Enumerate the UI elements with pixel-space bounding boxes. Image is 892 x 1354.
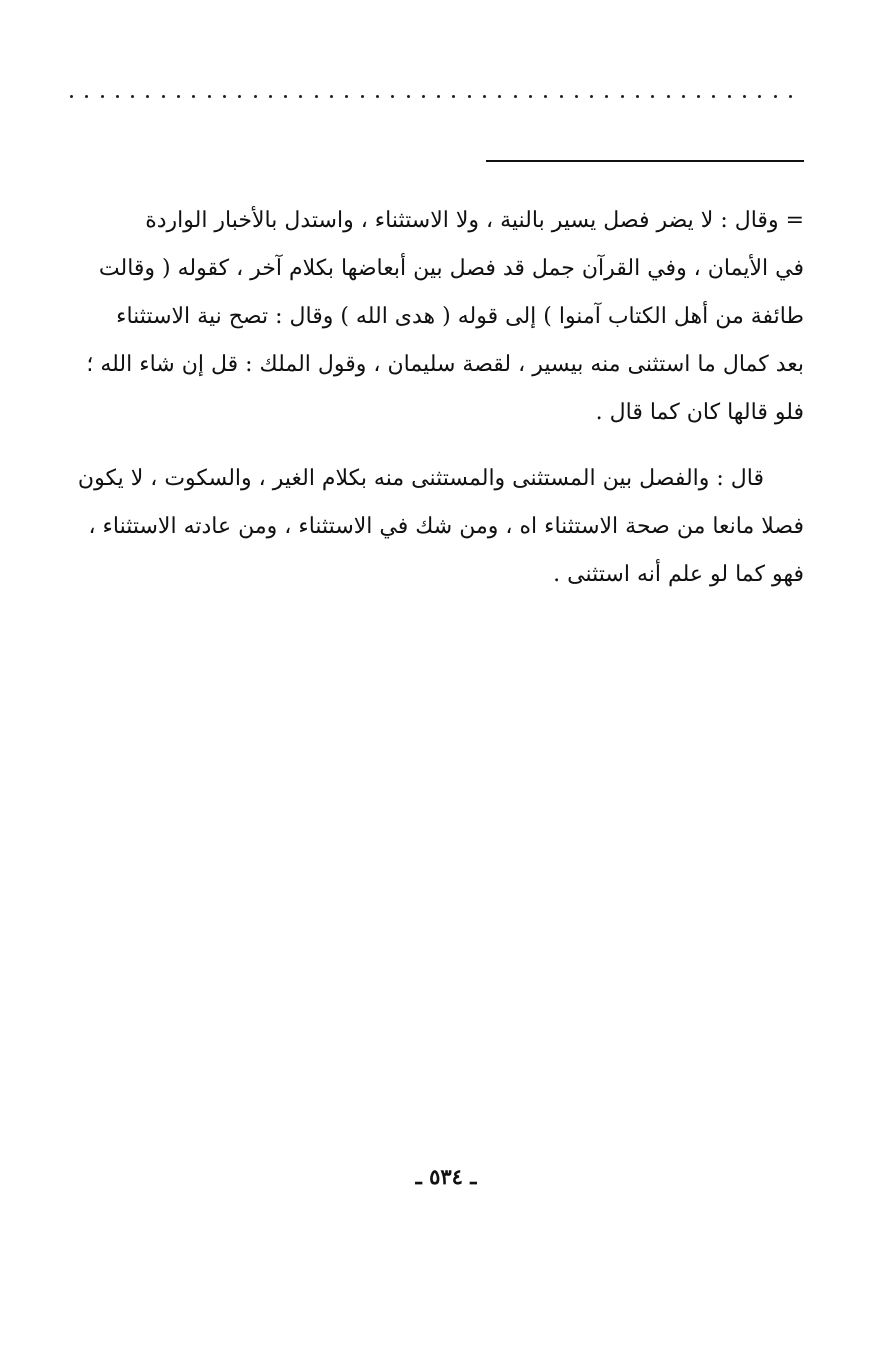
text-line: في الأيمان ، وفي القرآن جمل قد فصل بين أبعاضها بكلام آخر ، كقوله ( وقالت	[98, 256, 804, 281]
text-line: فهو كما لو علم أنه استثنى .	[553, 562, 804, 587]
text-line: فلو قالها كان كما قال .	[595, 400, 804, 425]
paragraph-continuation	[70, 197, 804, 437]
paragraph-second	[70, 455, 804, 599]
text-line: فصلا مانعا من صحة الاستثناء اه ، ومن شك في الاستثناء ، ومن عادته الاستثناء ،	[88, 514, 804, 539]
text-line: = وقال : لا يضر فصل يسير بالنية ، ولا الاستثناء ، واستدل بالأخبار الواردة	[145, 208, 804, 233]
text-line: بعد كمال ما استثنى منه بيسير ، لقصة سليمان ، وقول الملك : قل إن شاء الله ؛	[86, 352, 804, 377]
text-line: قال : والفصل بين المستثنى والمستثنى منه بكلام الغير ، والسكوت ، لا يكون	[77, 466, 764, 491]
text-line: طائفة من أهل الكتاب آمنوا ) إلى قوله ( هدى الله ) وقال : تصح نية الاستثناء	[116, 304, 804, 329]
footnote-separator-rule	[486, 160, 804, 162]
dotted-header-line	[70, 88, 792, 104]
page-number: ـ ٥٣٤ ـ	[415, 1164, 477, 1189]
